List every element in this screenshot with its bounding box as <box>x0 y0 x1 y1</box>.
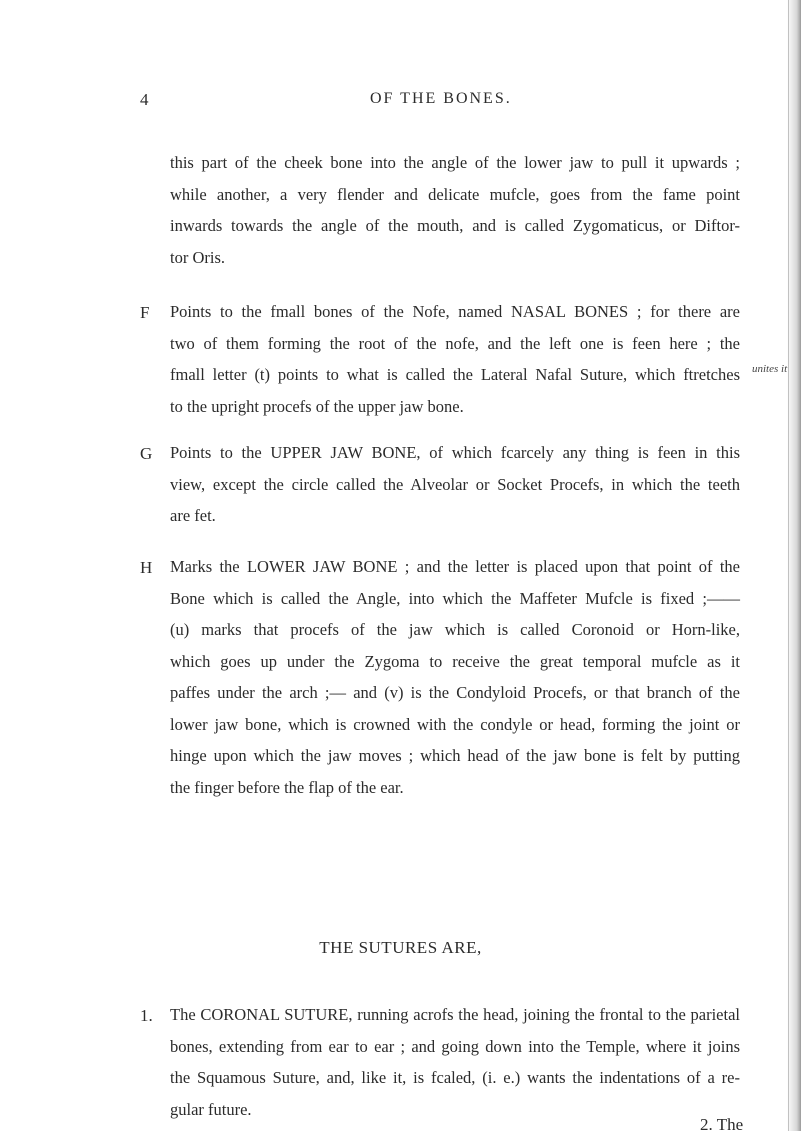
handwritten-margin-note: unites it <box>752 363 788 375</box>
text-line: tor Oris. <box>170 247 225 267</box>
text-line: Bone which is called the Angle, into which the Maffeter Mufcle is fixed ;—— <box>170 588 740 608</box>
paragraph-continuation <box>170 147 740 273</box>
text-line: bones, extending from ear to ear ; and going down into the Temple, where it joins <box>170 1036 740 1056</box>
text-line: which goes up under the Zygoma to receive the great temporal mufcle as it <box>170 651 740 671</box>
suture-item-1 <box>170 999 740 1125</box>
paragraph-h <box>170 551 740 803</box>
text-line: view, except the circle called the Alveolar or Socket Procefs, in which the teeth <box>170 474 740 494</box>
text-line: paffes under the arch ;— and (v) is the Condyloid Procefs, or that branch of the <box>170 683 740 702</box>
text-line: gular future. <box>170 1099 252 1119</box>
text-line: are fet. <box>170 506 216 525</box>
text-line: this part of the cheek bone into the angle of the lower jaw to pull it upwards ; <box>170 153 740 172</box>
text-line: hinge upon which the jaw moves ; which head of the jaw bone is felt by putting <box>170 746 740 765</box>
text-line: lower jaw bone, which is crowned with the condyle or head, forming the joint or <box>170 714 740 734</box>
page-number: 4 <box>140 90 149 109</box>
running-head <box>0 90 801 114</box>
text-line: fmall letter (t) points to what is called the Lateral Nafal Suture, which ftretches <box>170 365 740 384</box>
paragraph-f <box>170 296 740 422</box>
paragraph-marker-g: G <box>140 444 153 463</box>
text-line: Points to the UPPER JAW BONE, of which fcarcely any thing is feen in this <box>170 443 740 462</box>
text-line: Marks the LOWER JAW BONE ; and the letter is placed upon that point of the <box>170 557 740 576</box>
text-line: while another, a very flender and delicate mufcle, goes from the fame point <box>170 184 740 204</box>
page-edge-shadow <box>787 0 801 1131</box>
text-line: The CORONAL SUTURE, running acrofs the head, joining the frontal to the parietal <box>170 1005 740 1024</box>
item-marker-1: 1. <box>140 1006 153 1025</box>
running-title: OF THE BONES. <box>370 90 512 107</box>
text-line: to the upright procefs of the upper jaw bone. <box>170 396 464 416</box>
catchword: 2. The <box>700 1115 744 1134</box>
text-line: Points to the fmall bones of the Nofe, named NASAL BONES ; for there are <box>170 302 740 321</box>
section-heading: THE SUTURES ARE, <box>319 938 482 957</box>
paragraph-marker-f: F <box>140 303 150 322</box>
text-line: inwards towards the angle of the mouth, and is called Zygomaticus, or Diftor- <box>170 216 740 235</box>
text-line: two of them forming the root of the nofe, and the left one is feen here ; the <box>170 333 740 353</box>
text-line: the Squamous Suture, and, like it, is fcaled, (i. e.) wants the indentations of a re- <box>170 1068 740 1087</box>
text-line: the finger before the flap of the ear. <box>170 777 404 797</box>
text-line: (u) marks that procefs of the jaw which is called Coronoid or Horn-like, <box>170 620 740 639</box>
paragraph-marker-h: H <box>140 558 153 577</box>
paragraph-g <box>170 437 740 532</box>
